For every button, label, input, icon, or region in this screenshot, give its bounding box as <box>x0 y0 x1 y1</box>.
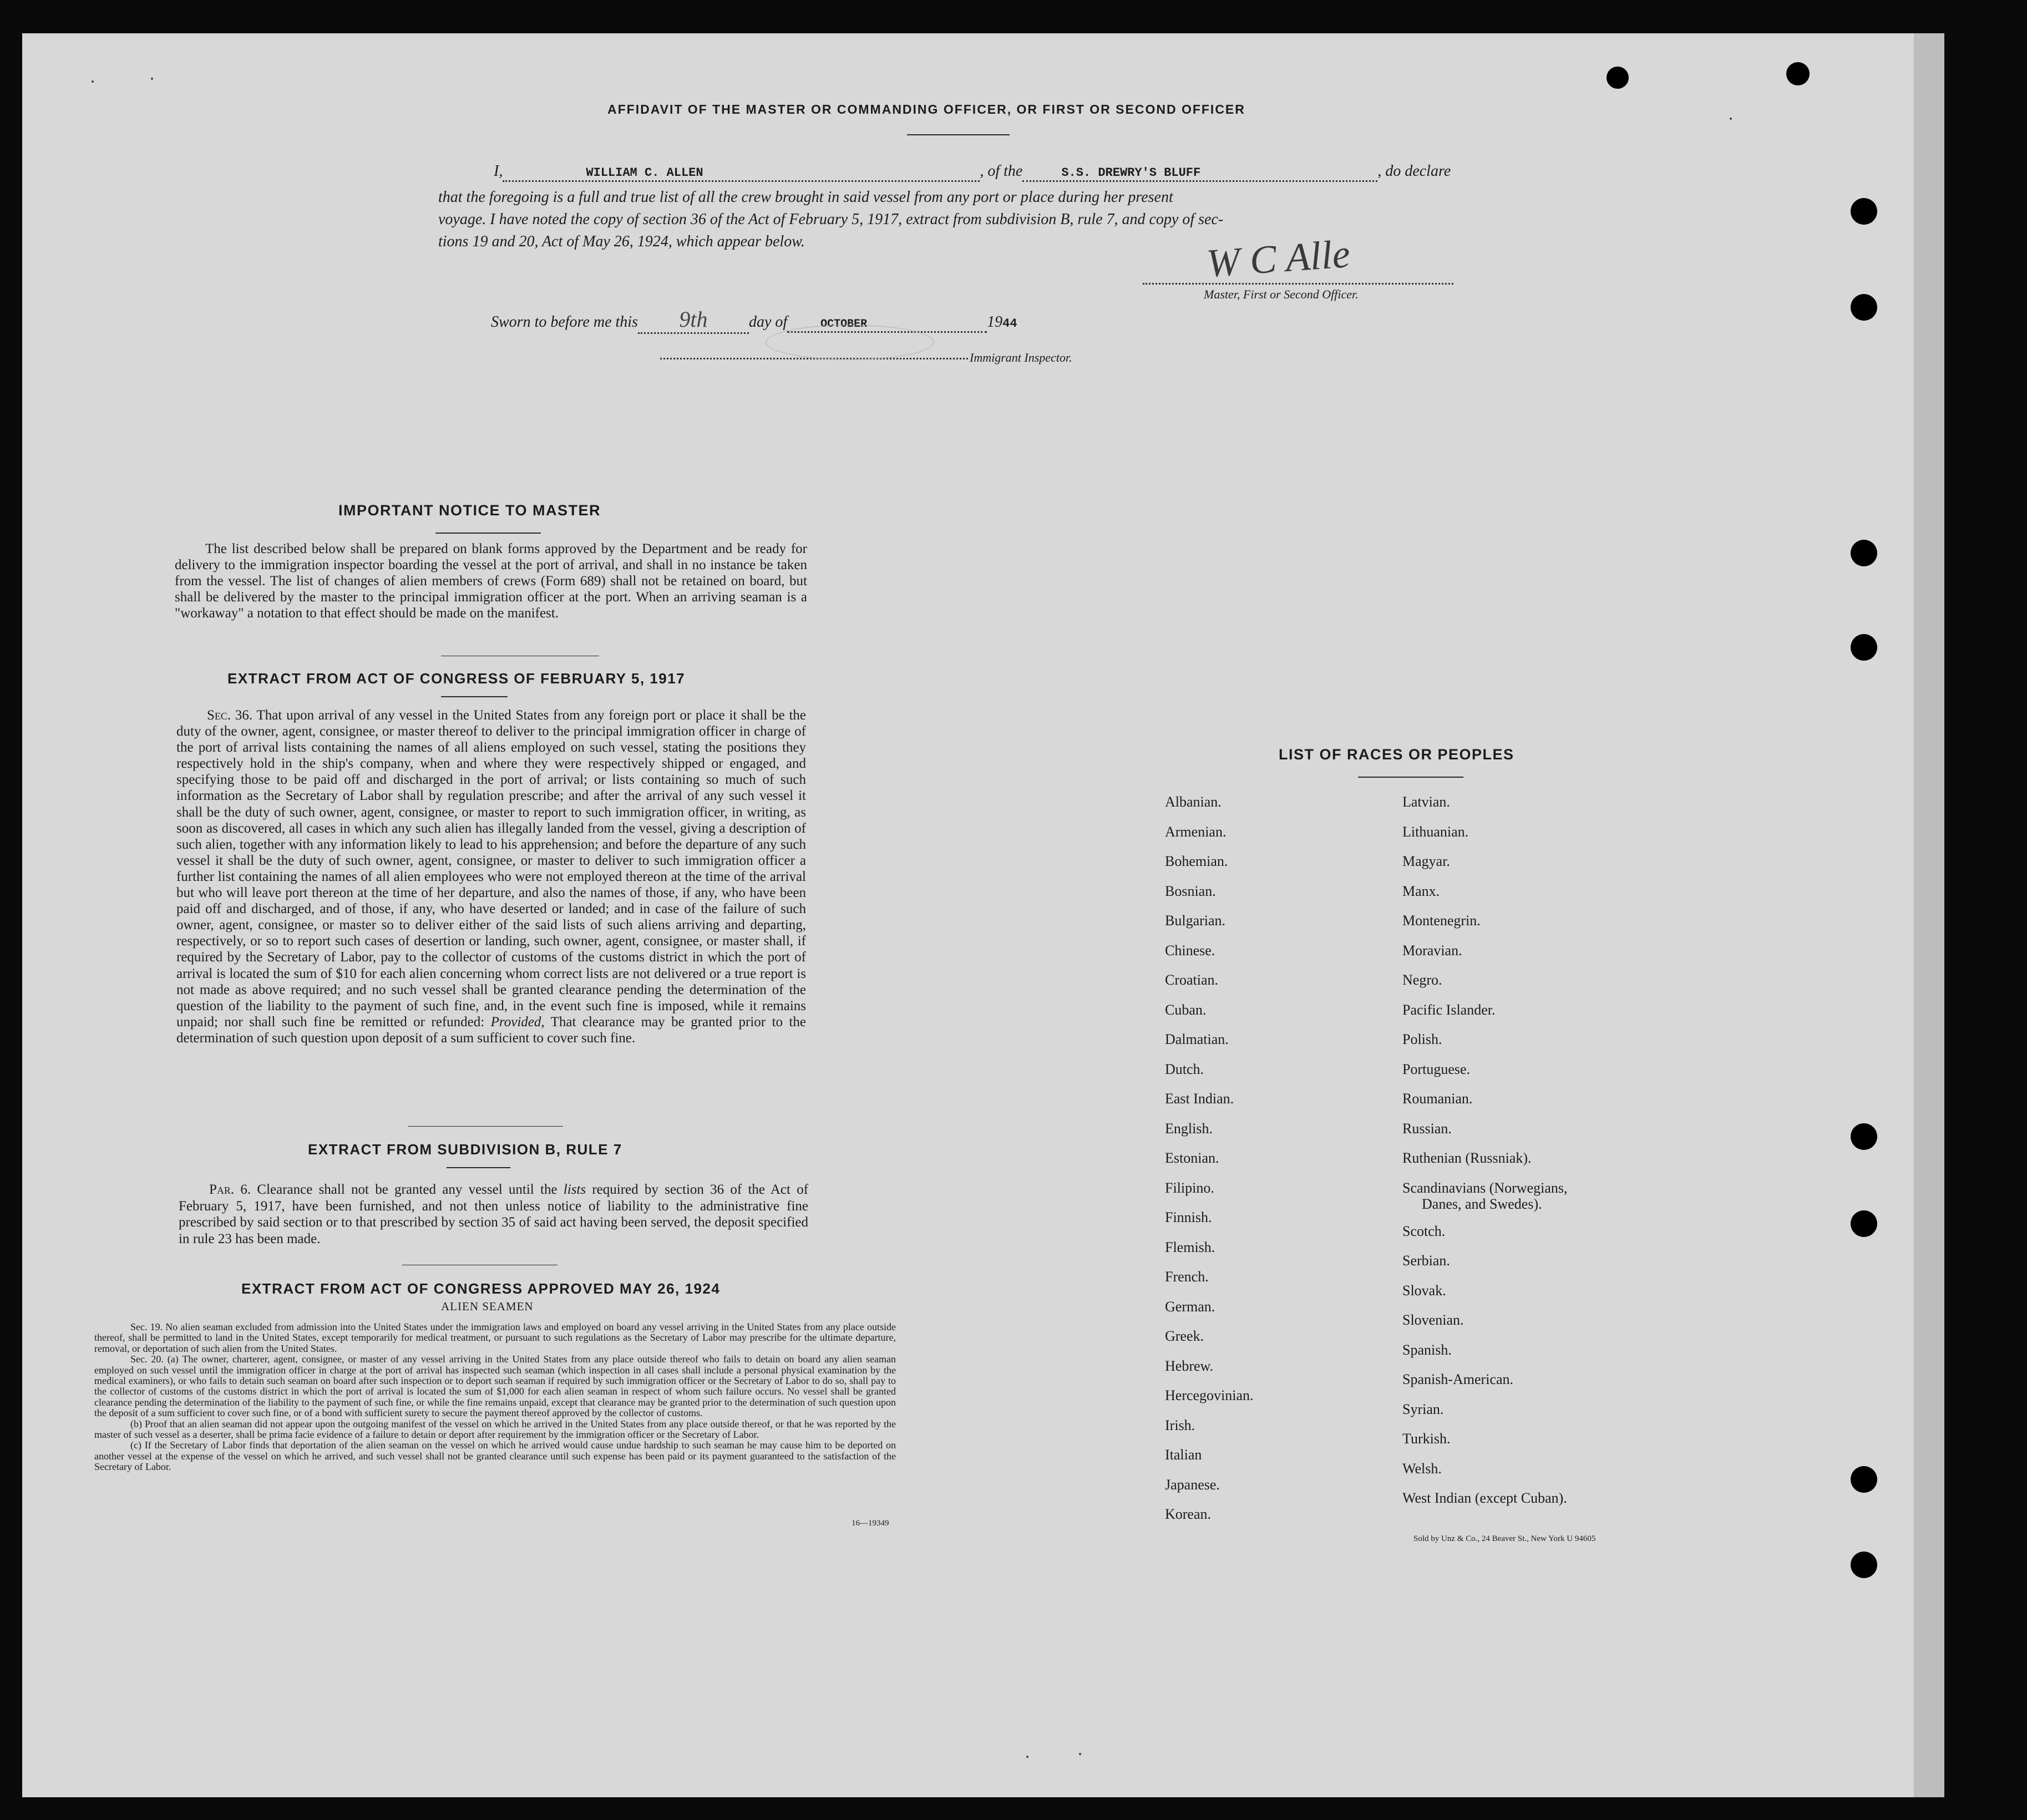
act1917-provided: Provided, <box>490 1014 545 1030</box>
race-item: Lithuanian. <box>1402 823 1469 840</box>
rule7-divider <box>447 1167 510 1168</box>
punch-hole <box>1851 294 1877 321</box>
race-item: Welsh. <box>1402 1460 1442 1477</box>
race-item: Magyar. <box>1402 853 1450 869</box>
races-heading: LIST OF RACES OR PEOPLES <box>1279 746 1514 763</box>
race-item: Manx. <box>1402 883 1440 899</box>
race-item: Estonian. <box>1165 1150 1219 1166</box>
day-of-label: day of <box>748 313 788 331</box>
race-item: Moravian. <box>1402 942 1462 959</box>
race-item: Danes, and Swedes). <box>1422 1195 1542 1212</box>
inspector-signature-stamp <box>766 325 934 360</box>
race-item: Pacific Islander. <box>1402 1001 1496 1018</box>
heading-divider <box>907 134 1010 135</box>
race-item: Montenegrin. <box>1402 912 1481 929</box>
races-divider <box>1358 777 1463 778</box>
race-item: Slovenian. <box>1402 1312 1464 1328</box>
races-right-column <box>1402 787 1567 1513</box>
race-item: Filipino. <box>1165 1179 1214 1196</box>
race-item: Flemish. <box>1165 1239 1215 1255</box>
rule7-lists-word: lists <box>563 1182 586 1197</box>
race-item: English. <box>1165 1120 1213 1137</box>
race-item: Slovak. <box>1402 1282 1446 1299</box>
punch-hole <box>1851 1552 1877 1578</box>
race-item: Finnish. <box>1165 1209 1212 1225</box>
race-item: Negro. <box>1402 972 1442 988</box>
scan-speck <box>1079 1753 1081 1755</box>
race-item: Latvian. <box>1402 794 1450 810</box>
races-left-column <box>1165 787 1254 1529</box>
act1917-divider <box>441 696 508 697</box>
punch-hole <box>1786 62 1810 85</box>
declarant-prefix: I, <box>494 163 503 180</box>
race-item: Hercegovinian. <box>1165 1387 1254 1403</box>
signature-line <box>1143 283 1453 285</box>
affidavit-text-line: that the foregoing is a full and true list of all the crew brought in said vessel from any port or place during her present <box>438 189 1173 206</box>
punch-hole <box>1851 540 1877 566</box>
scan-speck <box>1730 118 1732 120</box>
race-item: Dalmatian. <box>1165 1031 1229 1047</box>
race-item: French. <box>1165 1269 1209 1285</box>
race-item: Armenian. <box>1165 823 1227 840</box>
race-item: Polish. <box>1402 1031 1442 1047</box>
race-item: Scotch. <box>1402 1223 1446 1239</box>
act1924-sec20b: (b) Proof that an alien seaman did not appear upon the outgoing manifest of the vessel on which he arrived in the United States from any place outside thereof, or that he was reported by the master of such vessel as a deserter, shall be prima facie evidence of a failure to detain or deport after requirement by the immigration officer or the Secretary of Labor. <box>94 1418 896 1441</box>
race-item: Bulgarian. <box>1165 912 1226 929</box>
notice-heading: IMPORTANT NOTICE TO MASTER <box>338 502 601 519</box>
sworn-day: 9th <box>679 307 708 332</box>
affidavit-text-line: voyage. I have noted the copy of section 36 of the Act of February 5, 1917, extract from subdivision B, rule 7, and copy of sec- <box>438 211 1224 228</box>
act1924-subheading: ALIEN SEAMEN <box>441 1300 534 1313</box>
page-edge <box>1914 33 1944 1797</box>
act1917-text-end: That clearance may be granted prior to the determination of such question upon deposit of a sum sufficient to cover such fine. <box>176 1014 806 1046</box>
notice-body: The list described below shall be prepared on blank forms approved by the Department and be ready for delivery to the immigration inspector boarding the vessel at the port of arrival, and shall in no instance be taken from the vessel. The list of changes of alien members of crews (Form 689) shall not be retained on board, but shall be delivered by the master to the principal immigration officer at the port. When an arriving seaman is a "workaway" a notation to that effect should be made on the manifest. <box>175 541 807 621</box>
act1924-heading: EXTRACT FROM ACT OF CONGRESS APPROVED MAY 26, 1924 <box>241 1280 721 1297</box>
punch-hole <box>1851 198 1877 225</box>
race-item: Spanish. <box>1402 1341 1452 1358</box>
master-signature: W C Alle <box>1205 231 1352 286</box>
race-item: Japanese. <box>1165 1476 1220 1493</box>
race-item: East Indian. <box>1165 1091 1234 1107</box>
rule7-par-label: Par. 6. <box>209 1182 251 1197</box>
printer-credit: Sold by Unz & Co., 24 Beaver St., New York U 94605 <box>1413 1534 1596 1543</box>
scan-speck <box>151 78 153 80</box>
race-item: Dutch. <box>1165 1061 1204 1077</box>
punch-hole <box>1851 1210 1877 1237</box>
race-item: Italian <box>1165 1447 1202 1463</box>
rule7-text-b: required by section 36 of the Act of February 5, 1917, have been furnished, and not then unless notice of liability to the administrative fine prescribed by said section or to that prescribed by section 35 of said act having been served, the deposit specified in rule 23 has been made. <box>179 1182 809 1246</box>
race-item: Serbian. <box>1402 1253 1450 1269</box>
scan-speck <box>92 80 94 83</box>
affidavit-declaration-line <box>494 163 1481 182</box>
sworn-label: Sworn to before me this <box>491 313 638 331</box>
sworn-month: OCTOBER <box>820 318 868 331</box>
inspector-caption: Immigrant Inspector. <box>970 351 1072 364</box>
act1924-body <box>94 1322 896 1473</box>
year-prefix: 19 <box>987 313 1003 331</box>
race-item: Cuban. <box>1165 1001 1207 1018</box>
master-name: WILLIAM C. ALLEN <box>586 166 703 180</box>
act1924-sec20c: (c) If the Secretary of Labor finds that deportation of the alien seaman on the vessel on which he arrived would cause undue hardship to such seaman he may cause him to be deported on another vessel at the expense of the vessel on which he arrived, and such vessel shall not be granted clearance until such expense has been paid or its payment guaranteed to the satisfaction of the Secretary of Labor. <box>94 1439 896 1473</box>
affidavit-text-line: tions 19 and 20, Act of May 26, 1924, which appear below. <box>438 233 805 250</box>
race-item: Bosnian. <box>1165 883 1216 899</box>
race-item: Albanian. <box>1165 794 1222 810</box>
vessel-name: S.S. DREWRY'S BLUFF <box>1061 166 1201 180</box>
act1924-sec20a: Sec. 20. (a) The owner, charterer, agent, consignee, or master of any vessel arriving in the United States from any place outside thereof who fails to detain on board any alien seaman employed on such vessel until the immigration officer in charge at the port of arrival has inspected such seaman (which inspection in all cases shall include a personal physical examination by the medical examiners), or who fails to detain such seaman on board after such inspection or to deport such seaman if required by such immigration officer or the Secretary of Labor to do so, shall pay to the collector of customs of the customs district in which the port of arrival is located the sum of $1,000 for each alien seaman in respect of whom such failure occurs. No vessel shall be granted clearance pending the determination of the liability to the payment of such fine, or while the fine remains unpaid, except that clearance may be granted prior to the determination of such question upon the deposit of a sum sufficient to cover such fine, or of a bond with sufficient surety to secure the payment thereof approved by the collector of customs. <box>94 1353 896 1419</box>
race-item: Bohemian. <box>1165 853 1228 869</box>
scan-speck <box>1026 1756 1028 1758</box>
race-item: Russian. <box>1402 1120 1452 1137</box>
race-item: Scandinavians (Norwegians, <box>1402 1179 1568 1196</box>
race-item: Croatian. <box>1165 972 1219 988</box>
punch-hole <box>1851 634 1877 661</box>
rule7-heading: EXTRACT FROM SUBDIVISION B, RULE 7 <box>308 1141 622 1158</box>
race-item: Greek. <box>1165 1328 1204 1344</box>
form-number: 16—19349 <box>852 1519 889 1528</box>
race-item: Syrian. <box>1402 1401 1444 1417</box>
act1917-sec-label: Sec. 36. <box>207 708 253 723</box>
act1924-sec19: Sec. 19. No alien seaman excluded from admission into the United States under the immigration laws and employed on board any vessel arriving in the United States from any place outside thereof, shall be permitted to land in the United States, except temporarily for medical treatment, or pursuant to such regulations as the Secretary of Labor may prescribe for the ultimate departure, removal, or deportation of such alien from the United States. <box>94 1321 896 1354</box>
rule7-text-a: Clearance shall not be granted any vessel until the <box>257 1182 558 1197</box>
notice-divider <box>435 533 541 534</box>
race-item: Hebrew. <box>1165 1357 1214 1374</box>
do-declare-label: , do declare <box>1377 163 1451 180</box>
race-item: Ruthenian (Russniak). <box>1402 1150 1532 1166</box>
rule7-body <box>179 1182 808 1247</box>
act1917-heading: EXTRACT FROM ACT OF CONGRESS OF FEBRUARY 5, 1917 <box>227 670 686 687</box>
race-item: Chinese. <box>1165 942 1215 959</box>
punch-hole <box>1607 67 1629 89</box>
of-the-label: , of the <box>980 163 1023 180</box>
race-item: West Indian (except Cuban). <box>1402 1490 1567 1506</box>
punch-hole <box>1851 1123 1877 1150</box>
race-item: Roumanian. <box>1402 1091 1473 1107</box>
act1917-end-divider <box>408 1126 563 1127</box>
race-item: Turkish. <box>1402 1431 1451 1447</box>
act1917-body <box>176 707 806 1046</box>
race-item: German. <box>1165 1298 1215 1315</box>
race-item: Spanish-American. <box>1402 1371 1514 1387</box>
year-suffix: 44 <box>1002 317 1017 331</box>
race-item: Korean. <box>1165 1506 1212 1522</box>
punch-hole <box>1851 1466 1877 1493</box>
signature-caption: Master, First or Second Officer. <box>1204 287 1359 301</box>
act1917-text: That upon arrival of any vessel in the United States from any foreign port or place it shall be the duty of the owner, agent, consignee, or master thereof to deliver to the principal immigration officer in charge of the port of arrival lists containing the names of all aliens employed on such vessel, stating the positions they respectively hold in the ship's company, when and where they were respectively shipped or engaged, and specifying those to be paid off and discharged in the port of arrival; or lists containing so much of such information as the Secretary of Labor shall by regulation prescribe; and after the arrival of any such vessel it shall be the duty of such owner, agent, consignee, or master to report to such immigration officer, in writing, as soon as discovered, all cases in which any such alien has illegally landed from the vessel, giving a description of such alien, together with any information likely to lead to his apprehension; and before the departure of any such vessel it shall be the duty of such owner, agent, consignee, or master to deliver to such immigration officer a further list containing the names of all alien employees who were not employed thereon at the time of the arrival but who will leave port thereon at the time of her departure, and also the names of those, if any, who have been paid off and discharged, and of those, if any, who have deserted or landed; and in case of the failure of such owner, agent, consignee, or master so to deliver either of the said lists of such aliens arriving and departing, respectively, or so to report such cases of desertion or landing, such owner, agent, consignee, or master shall, if required by the Secretary of Labor, pay to the collector of customs of the customs district in which the port of arrival is located the sum of $10 for each alien concerning whom correct lists are not delivered or a true report is not made as above required; and no such vessel shall be granted clearance pending the determination of the question of the liability to the payment of such fine, and, in the event such fine is imposed, while it remains unpaid; nor shall such fine be remitted or refunded: <box>176 708 806 1030</box>
race-item: Portuguese. <box>1402 1061 1471 1077</box>
affidavit-heading: AFFIDAVIT OF THE MASTER OR COMMANDING OFFICER, OR FIRST OR SECOND OFFICER <box>607 102 1245 116</box>
race-item: Irish. <box>1165 1417 1195 1433</box>
